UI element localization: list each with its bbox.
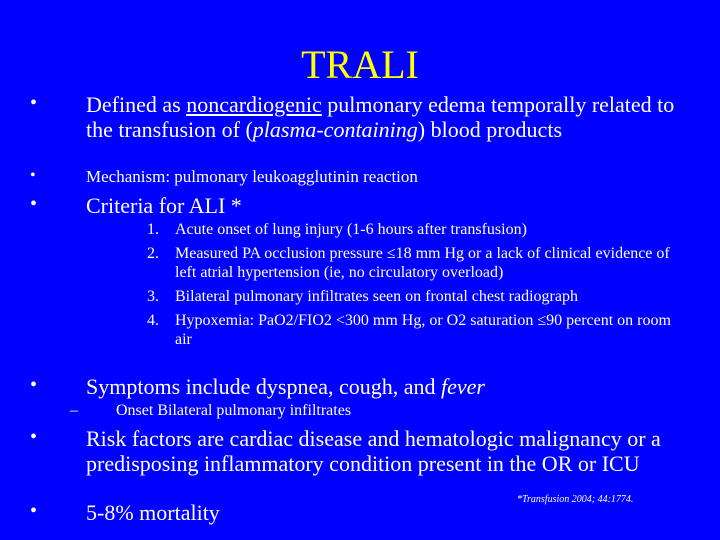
list-number: 2. bbox=[147, 245, 159, 262]
symptoms-italic: fever bbox=[441, 374, 485, 399]
risk-text: Risk factors are cardiac disease and hematologic malignancy or a predisposing inflammatory condition present in the OR or ICU bbox=[86, 426, 661, 476]
list-item bbox=[147, 287, 687, 306]
list-item bbox=[147, 220, 687, 239]
bullet-marker: • bbox=[30, 167, 36, 184]
symptoms-text bbox=[86, 374, 485, 399]
bullet-marker: • bbox=[30, 92, 38, 114]
symptoms-prefix: Symptoms include dyspnea, cough, and bbox=[86, 374, 442, 399]
criteria-text: Criteria for ALI * bbox=[86, 193, 242, 218]
bullet-marker: • bbox=[30, 426, 38, 448]
criteria-list bbox=[147, 220, 687, 349]
bullet-marker: • bbox=[30, 500, 38, 522]
footnote: *Transfusion 2004; 44:1774. bbox=[517, 494, 634, 505]
defined-italic: plasma-containing bbox=[252, 117, 418, 142]
defined-middle: pulmonary edema temporally related to the transfusion of ( bbox=[86, 92, 675, 142]
defined-prefix: Defined as bbox=[86, 92, 187, 117]
list-text: Measured PA occlusion pressure ≤18 mm Hg or a lack of clinical evidence of left atrial hypertension (ie, no circulatory overload) bbox=[175, 245, 670, 281]
list-text: Hypoxemia: PaO2/FIO2 <300 mm Hg, or O2 saturation ≤90 percent on room air bbox=[175, 312, 671, 348]
mechanism-text: Mechanism: pulmonary leukoagglutinin reaction bbox=[86, 167, 418, 186]
slide-title: TRALI bbox=[301, 42, 419, 87]
list-number: 4. bbox=[147, 312, 159, 329]
mortality-text: 5-8% mortality bbox=[86, 500, 220, 525]
bullet-marker: • bbox=[30, 374, 38, 396]
sub-dash: – bbox=[70, 402, 78, 419]
bullet-marker: • bbox=[30, 193, 38, 215]
defined-underlined: noncardiogenic bbox=[186, 92, 322, 117]
list-number: 1. bbox=[147, 221, 159, 238]
list-text: Bilateral pulmonary infiltrates seen on frontal chest radiograph bbox=[175, 288, 578, 305]
defined-text bbox=[86, 92, 676, 142]
defined-suffix: ) blood products bbox=[417, 117, 562, 142]
list-text: Acute onset of lung injury (1-6 hours after transfusion) bbox=[175, 221, 527, 238]
list-item bbox=[147, 244, 687, 282]
list-item bbox=[147, 311, 687, 349]
list-number: 3. bbox=[147, 288, 159, 305]
symptoms-sub-text: Onset Bilateral pulmonary infiltrates bbox=[116, 402, 352, 419]
